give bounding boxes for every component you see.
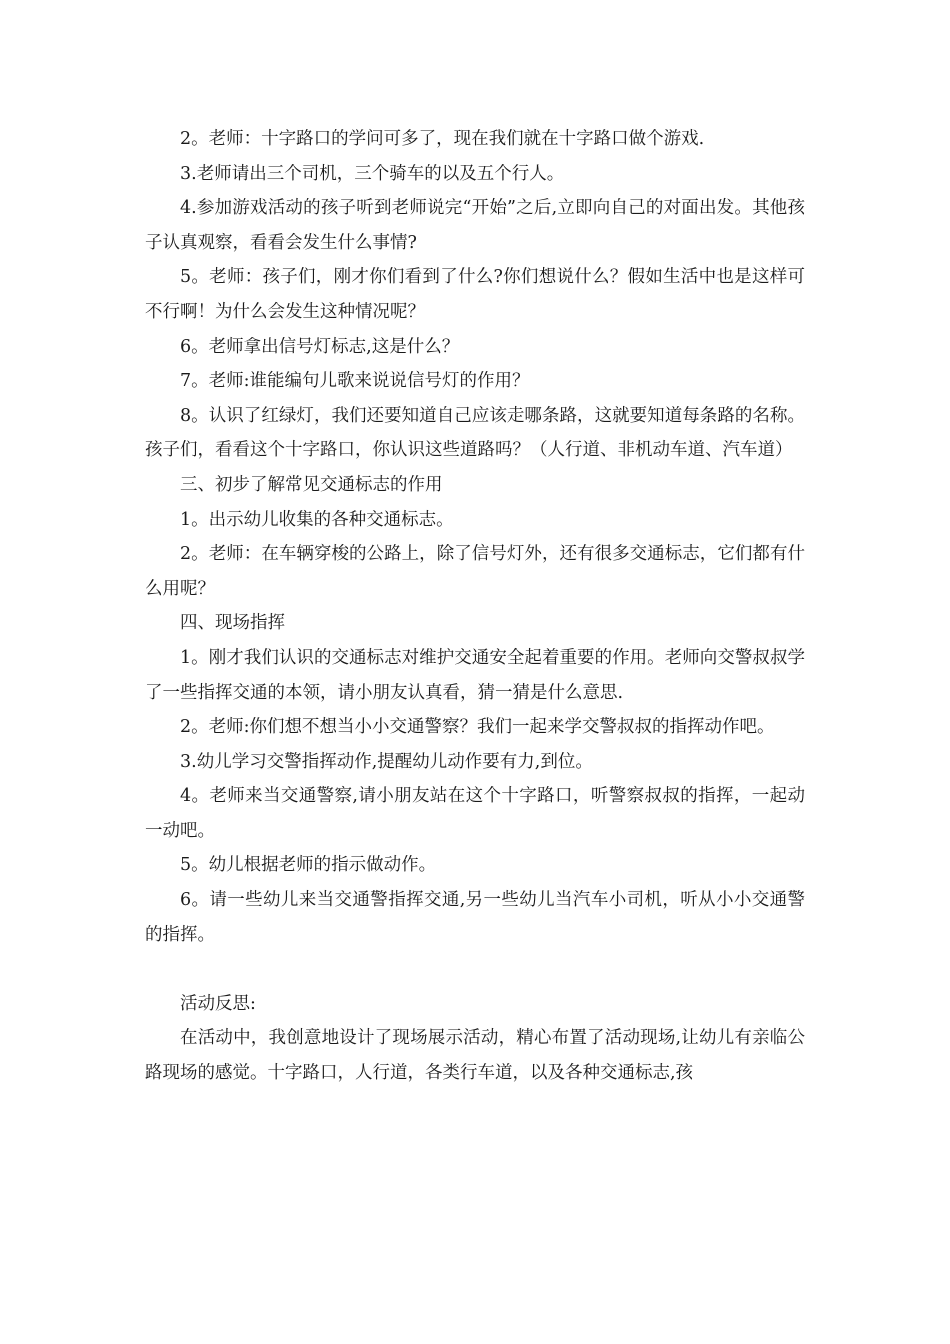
paragraph-onsite-5: 5。幼儿根据老师的指示做动作。: [180, 855, 437, 876]
paragraph-onsite-4: 4。老师来当交通警察,请小朋友站在这个十字路口，听警察叔叔的指挥，一起动一动吧。: [145, 786, 805, 841]
section-heading-on-site: 四、现场指挥: [180, 613, 285, 634]
paragraph-signs-2: 2。老师：在车辆穿梭的公路上，除了信号灯外，还有很多交通标志，它们都有什么用呢？: [145, 544, 805, 599]
section-heading-traffic-signs: 三、初步了解常见交通标志的作用: [180, 474, 443, 495]
reflection-paragraph: 在活动中，我创意地设计了现场展示活动，精心布置了活动现场,让幼儿有亲临公路现场的感觉。十字路口，人行道，各类行车道，以及各种交通标志,孩: [145, 1028, 805, 1084]
paragraph-step-3: 3.老师请出三个司机，三个骑车的以及五个行人。: [180, 163, 565, 184]
paragraph-step-5: 5。老师：孩子们，刚才你们看到了什么?你们想说什么？假如生活中也是这样可不行啊！为什么会发生这种情况呢？: [145, 267, 805, 322]
document-body: [145, 122, 805, 1091]
paragraph-step-8: 8。认识了红绿灯，我们还要知道自己应该走哪条路，这就要知道每条路的名称。孩子们，看看这个十字路口，你认识这些道路吗？（人行道、非机动车道、汽车道）: [145, 405, 805, 461]
paragraph-step-7: 7。老师:谁能编句儿歌来说说信号灯的作用？: [180, 371, 530, 392]
paragraph-onsite-2: 2。老师:你们想不想当小小交通警察？我们一起来学交警叔叔的指挥动作吧。: [180, 717, 775, 738]
paragraph-onsite-1: 1。刚才我们认识的交通标志对维护交通安全起着重要的作用。老师向交警叔叔学了一些指挥交通的本领，请小朋友认真看，猜一猜是什么意思.: [145, 647, 805, 703]
paragraph-step-6: 6。老师拿出信号灯标志,这是什么？: [180, 336, 460, 357]
paragraph-step-4: 4.参加游戏活动的孩子听到老师说完“开始”之后,立即向自己的对面出发。其他孩子认真观察，看看会发生什么事情?: [145, 198, 805, 253]
blank-line: [145, 952, 805, 987]
paragraph-step-2: 2。老师：十字路口的学问可多了，现在我们就在十字路口做个游戏.: [180, 129, 705, 149]
paragraph-onsite-3: 3.幼儿学习交警指挥动作,提醒幼儿动作要有力,到位。: [180, 751, 593, 772]
reflection-heading: 活动反思:: [180, 993, 256, 1014]
paragraph-signs-1: 1。出示幼儿收集的各种交通标志。: [180, 509, 454, 530]
paragraph-onsite-6: 6。请一些幼儿来当交通警指挥交通,另一些幼儿当汽车小司机，听从小小交通警的指挥。: [145, 890, 805, 945]
